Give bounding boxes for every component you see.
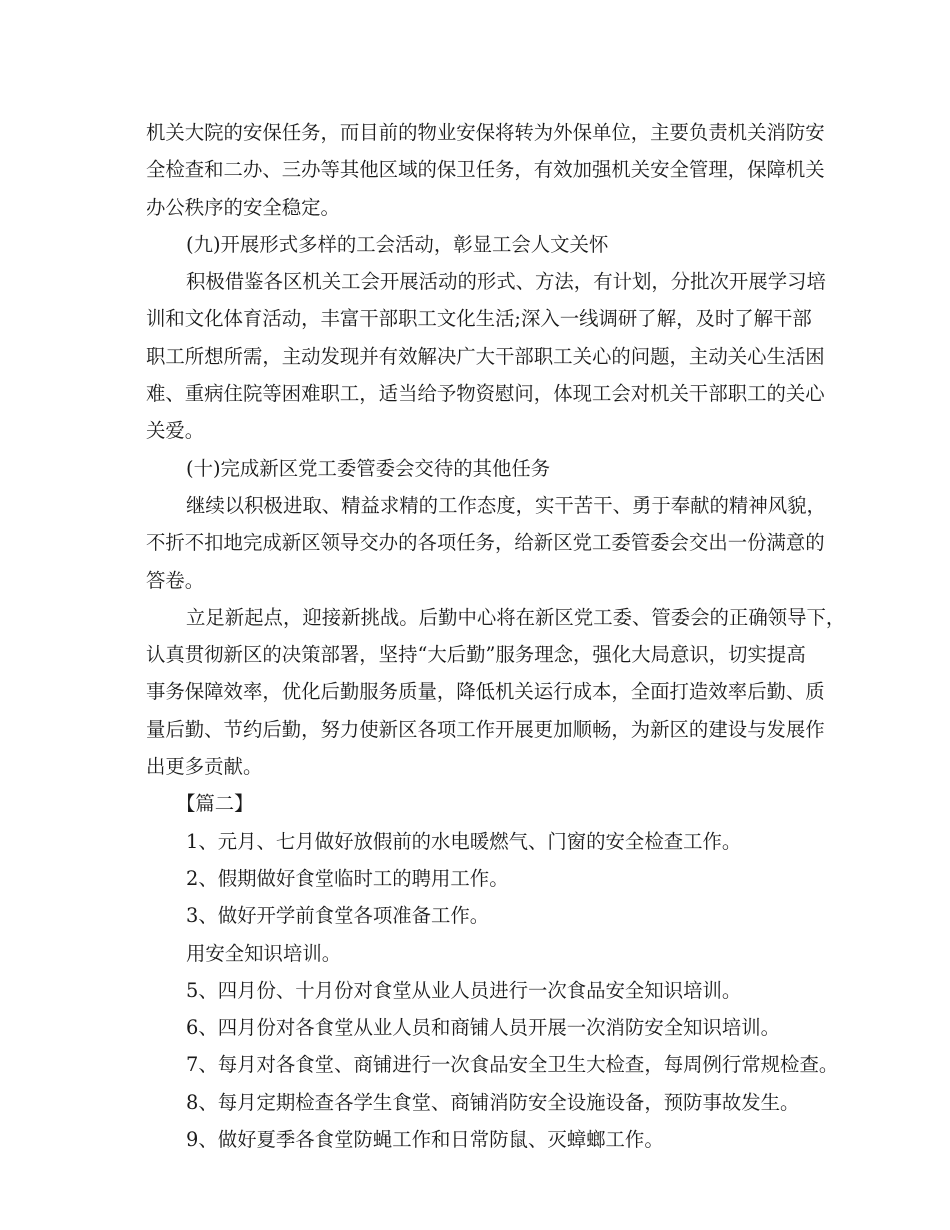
list-item: 9、做好夏季各食堂防蝇工作和日常防鼠、灭蟑螂工作。 <box>186 1128 664 1152</box>
paragraph-line: 量后勤、节约后勤，努力使新区各项工作开展更加顺畅，为新区的建设与发展作 <box>146 717 825 741</box>
section-heading: (十)完成新区党工委管委会交待的其他任务 <box>186 456 551 480</box>
paragraph-line: 积极借鉴各区机关工会开展活动的形式、方法，有计划，分批次开展学习培 <box>186 270 826 294</box>
paragraph-line: 事务保障效率，优化后勤服务质量，降低机关运行成本，全面打造效率后勤、质 <box>146 680 825 704</box>
document-body <box>146 114 846 1158</box>
list-item: 5、四月份、十月份对食堂从业人员进行一次食品安全知识培训。 <box>186 978 742 1002</box>
paragraph-line: 难、重病住院等困难职工，适当给予物资慰问，体现工会对机关干部职工的关心 <box>146 382 825 406</box>
part-heading: 【篇二】 <box>176 792 254 816</box>
paragraph-line: 职工所想所需，主动发现并有效解决广大干部职工关心的问题，主动关心生活困 <box>146 344 825 368</box>
list-item: 1、元月、七月做好放假前的水电暖燃气、门窗的安全检查工作。 <box>186 829 742 853</box>
paragraph-line: 出更多贡献。 <box>146 755 263 779</box>
paragraph-line: 机关大院的安保任务，而目前的物业安保将转为外保单位，主要负责机关消防安 <box>146 121 825 144</box>
list-item: 6、四月份对各食堂从业人员和商铺人员开展一次消防安全知识培训。 <box>186 1016 781 1040</box>
paragraph-line: 全检查和二办、三办等其他区域的保卫任务，有效加强机关安全管理，保障机关 <box>146 158 825 182</box>
paragraph-line: 认真贯彻新区的决策部署，坚持“大后勤”服务理念，强化大局意识，切实提高 <box>146 643 806 667</box>
paragraph-line: 继续以积极进取、精益求精的工作态度，实干苦干、勇于奉献的精神风貌， <box>186 493 826 517</box>
paragraph-line: 立足新起点，迎接新挑战。后勤中心将在新区党工委、管委会的正确领导下， <box>186 605 846 629</box>
list-item: 2、假期做好食堂临时工的聘用工作。 <box>186 866 509 890</box>
section-heading: (九)开展形式多样的工会活动，彰显工会人文关怀 <box>186 232 609 256</box>
paragraph-line: 办公秩序的安全稳定。 <box>146 195 340 219</box>
paragraph-line: 训和文化体育活动，丰富干部职工文化生活;深入一线调研了解，及时了解干部 <box>146 307 812 331</box>
list-item: 8、每月定期检查各学生食堂、商铺消防安全设施设备，预防事故发生。 <box>186 1090 800 1114</box>
paragraph-line: 关爱。 <box>146 419 205 443</box>
list-item: 7、每月对各食堂、商铺进行一次食品安全卫生大检查，每周例行常规检查。 <box>186 1053 839 1077</box>
paragraph-line: 答卷。 <box>146 568 205 592</box>
list-item: 3、做好开学前食堂各项准备工作。 <box>186 904 490 928</box>
list-item: 用安全知识培训。 <box>186 941 342 965</box>
paragraph-line: 不折不扣地完成新区领导交办的各项任务，给新区党工委管委会交出一份满意的 <box>146 531 825 555</box>
